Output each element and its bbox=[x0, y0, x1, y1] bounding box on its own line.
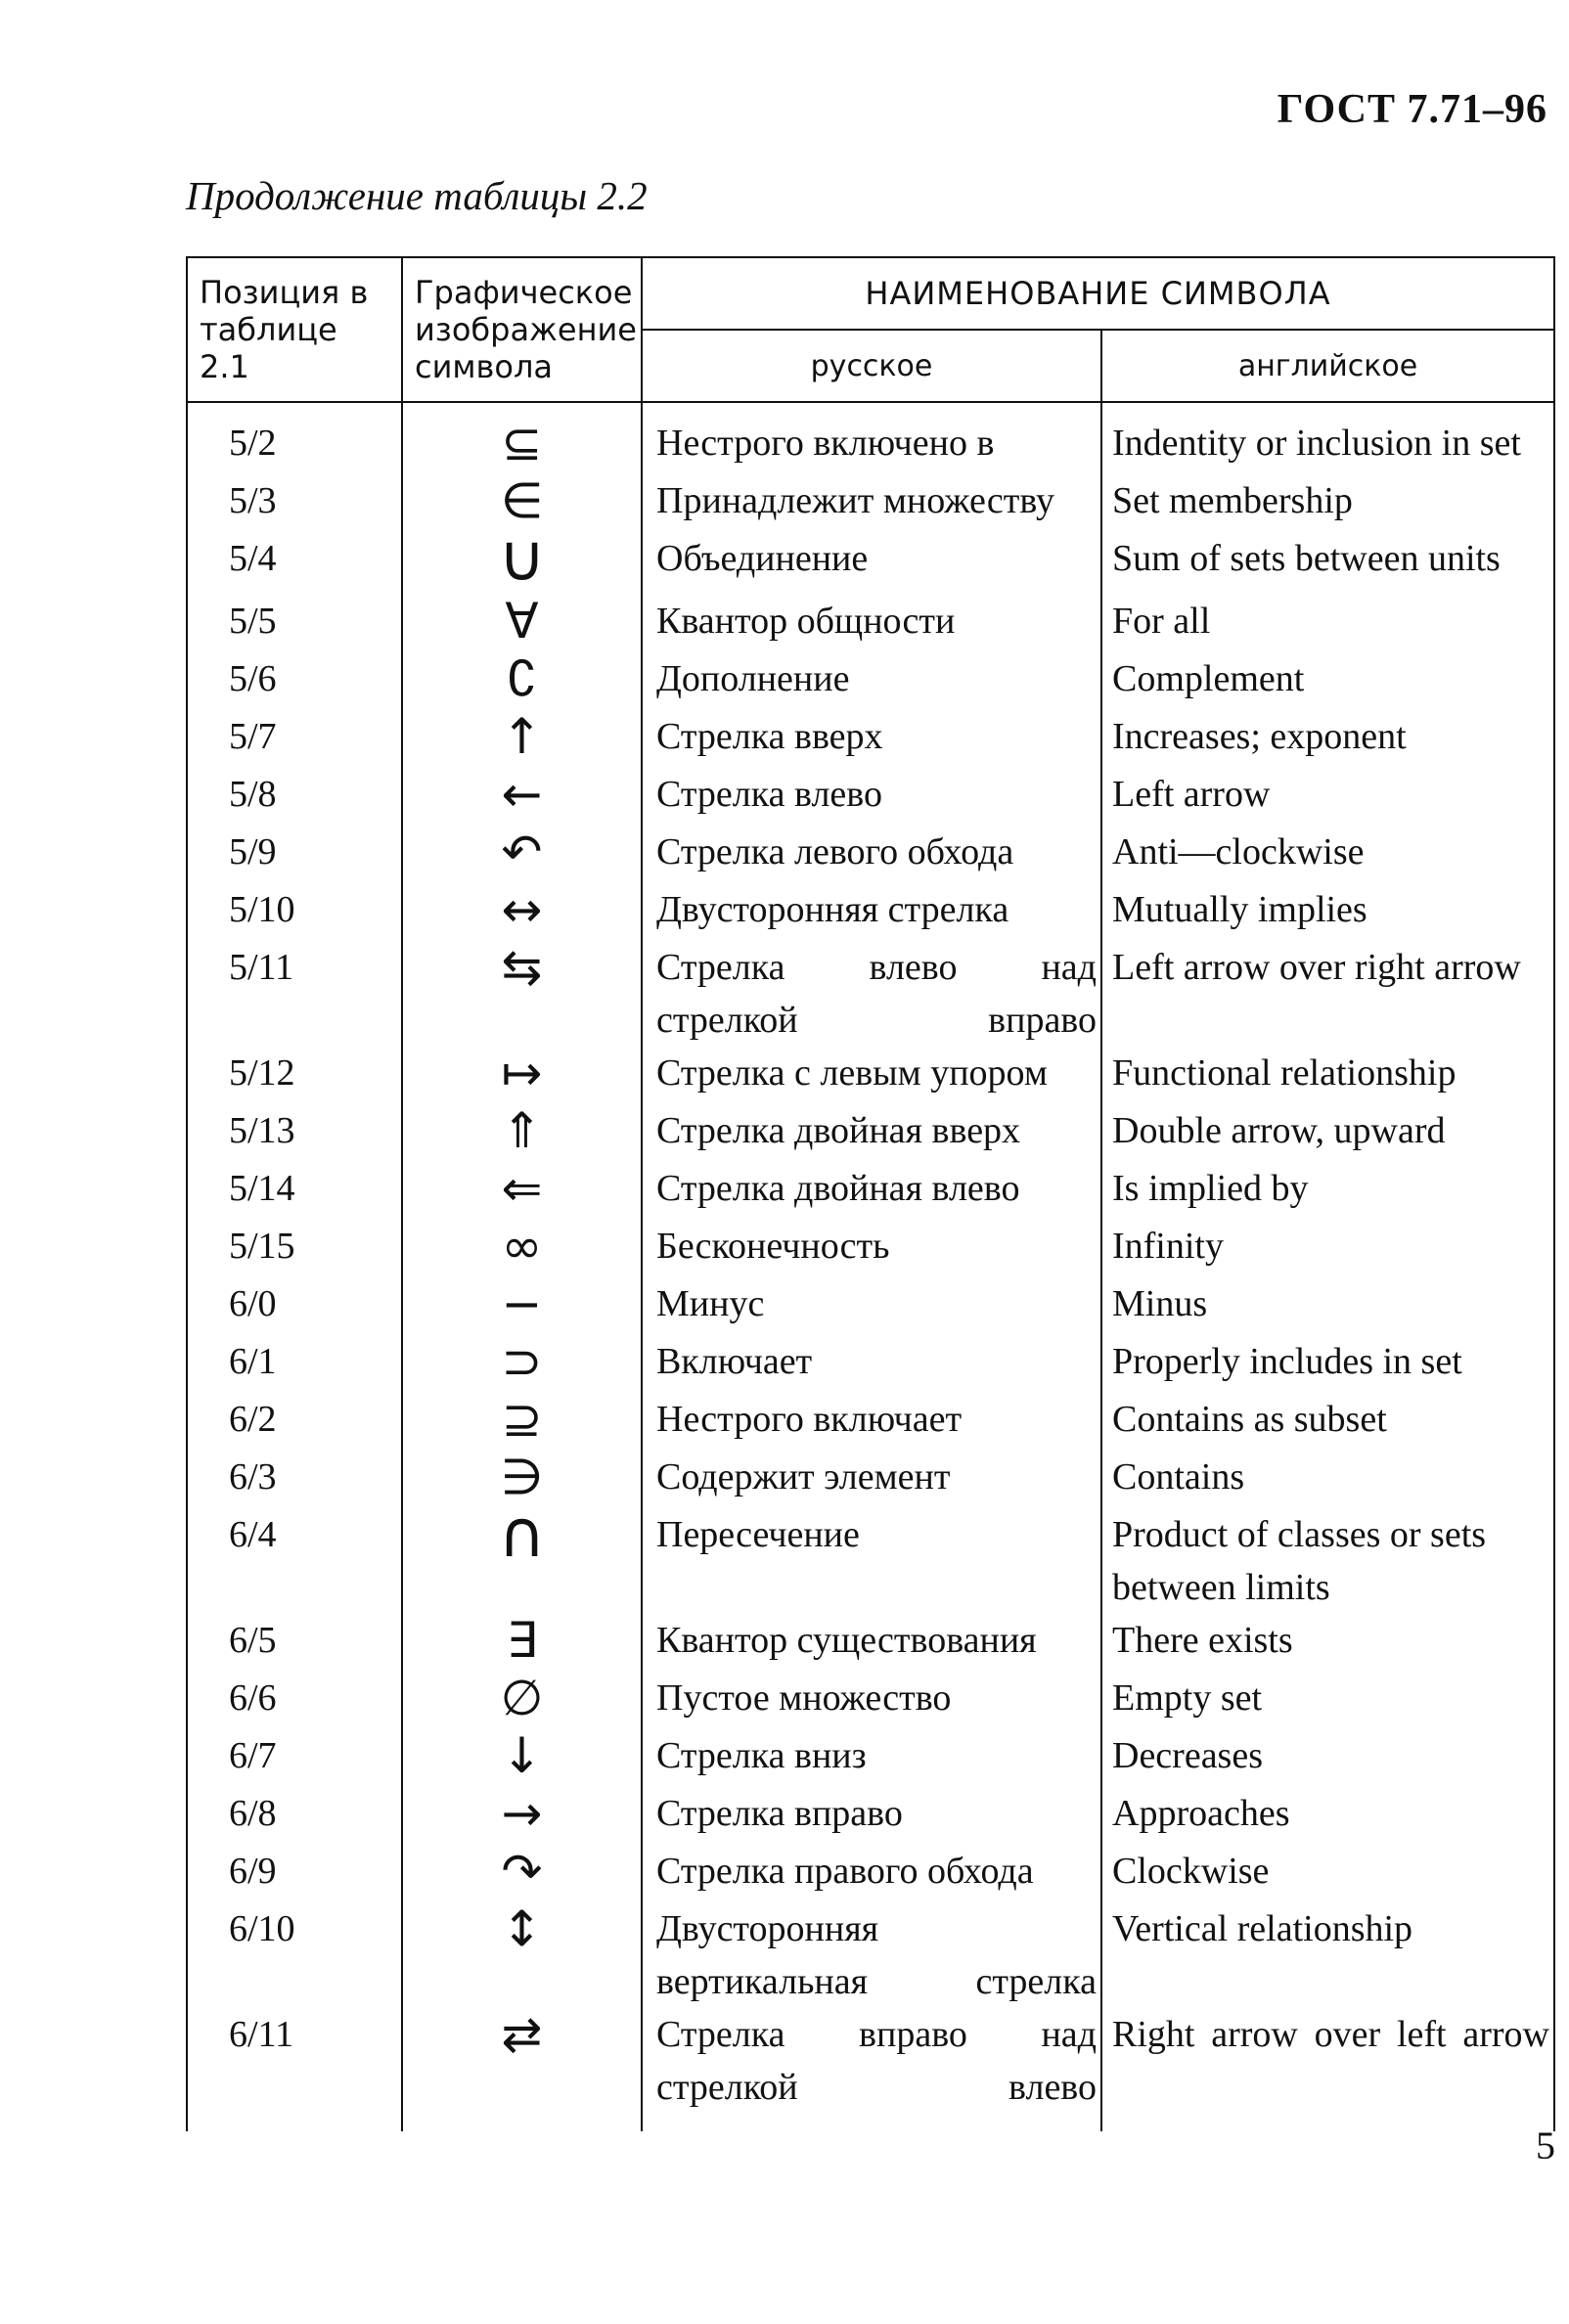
position-cell: 5/6 bbox=[187, 652, 402, 710]
russian-name-cell: Квантор существования bbox=[642, 1614, 1101, 1672]
superset-symbol: ⊃ bbox=[501, 1333, 543, 1390]
english-name-cell: Complement bbox=[1101, 652, 1554, 710]
table-row bbox=[187, 1729, 1554, 1787]
position-cell: 6/9 bbox=[187, 1845, 402, 1902]
table-row bbox=[187, 2008, 1554, 2131]
minus-symbol: − bbox=[501, 1275, 543, 1332]
position-cell: 6/11 bbox=[187, 2008, 402, 2131]
russian-name-cell: Минус bbox=[642, 1277, 1101, 1335]
english-name-cell: Properly includes in set bbox=[1101, 1335, 1554, 1393]
column-header-russian: русское bbox=[642, 330, 1101, 402]
subset-or-equal-symbol: ⊆ bbox=[501, 415, 543, 471]
english-name-cell: Contains bbox=[1101, 1451, 1554, 1508]
russian-name-cell: Стрелка вправо над стрелкой влево bbox=[642, 2008, 1101, 2131]
russian-name-cell: Нестрого включено в bbox=[642, 402, 1101, 474]
english-name-cell: Right arrow over left arrow bbox=[1101, 2008, 1554, 2131]
english-name-cell: Infinity bbox=[1101, 1220, 1554, 1277]
arrow-right-symbol: → bbox=[501, 1785, 543, 1842]
russian-name-cell: Нестрого включает bbox=[642, 1393, 1101, 1451]
arrow-left-symbol: ← bbox=[501, 766, 543, 823]
russian-name-cell: Стрелка правого обхода bbox=[642, 1845, 1101, 1902]
english-name-cell: Product of classes or sets between limits bbox=[1101, 1508, 1554, 1614]
table-header bbox=[187, 257, 1554, 402]
english-name-cell: Empty set bbox=[1101, 1672, 1554, 1729]
table-row bbox=[187, 1672, 1554, 1729]
contains-element-symbol: ∋ bbox=[500, 1449, 544, 1505]
left-right-arrow-symbol: ↔ bbox=[501, 881, 543, 938]
arrow-up-symbol: ↑ bbox=[501, 708, 543, 765]
english-name-cell: There exists bbox=[1101, 1614, 1554, 1672]
russian-name-cell: Объединение bbox=[642, 532, 1101, 595]
russian-name-cell: Двусторонняя стрелка bbox=[642, 883, 1101, 941]
maps-to-arrow-symbol: ↦ bbox=[501, 1045, 543, 1101]
position-cell: 5/7 bbox=[187, 710, 402, 768]
table-row bbox=[187, 402, 1554, 474]
position-cell: 5/3 bbox=[187, 474, 402, 532]
russian-name-cell: Стрелка с левым упором bbox=[642, 1047, 1101, 1104]
table-row bbox=[187, 474, 1554, 532]
russian-name-cell: Пустое множество bbox=[642, 1672, 1101, 1729]
english-name-cell: Left arrow bbox=[1101, 768, 1554, 826]
right-over-left-arrow-symbol: ⇄ bbox=[501, 2006, 543, 2063]
union-symbol: ∪ bbox=[498, 520, 546, 596]
table-row bbox=[187, 1104, 1554, 1162]
english-name-cell: Set membership bbox=[1101, 474, 1554, 532]
russian-name-cell: Бесконечность bbox=[642, 1220, 1101, 1277]
column-header-english: английское bbox=[1101, 330, 1554, 402]
table-row bbox=[187, 941, 1554, 1047]
position-cell: 5/11 bbox=[187, 941, 402, 1047]
russian-name-cell: Стрелка вниз bbox=[642, 1729, 1101, 1787]
clockwise-arrow-symbol: ↷ bbox=[501, 1843, 543, 1899]
element-of-symbol: ∈ bbox=[500, 472, 544, 529]
table-row bbox=[187, 652, 1554, 710]
table-continuation-label: Продолжение таблицы 2.2 bbox=[186, 173, 648, 218]
infinity-symbol: ∞ bbox=[501, 1218, 543, 1274]
english-name-cell: Functional relationship bbox=[1101, 1047, 1554, 1104]
intersection-symbol: ∩ bbox=[498, 1497, 546, 1572]
position-cell: 5/9 bbox=[187, 826, 402, 883]
english-name-cell: Approaches bbox=[1101, 1787, 1554, 1845]
table-row bbox=[187, 883, 1554, 941]
table-row bbox=[187, 1335, 1554, 1393]
empty-set-symbol: ∅ bbox=[500, 1670, 544, 1726]
english-name-cell: Minus bbox=[1101, 1277, 1554, 1335]
russian-name-cell: Пересечение bbox=[642, 1508, 1101, 1614]
position-cell: 5/13 bbox=[187, 1104, 402, 1162]
english-name-cell: Mutually implies bbox=[1101, 883, 1554, 941]
table-row bbox=[187, 532, 1554, 595]
arrow-down-symbol: ↓ bbox=[501, 1727, 543, 1784]
superset-or-equal-symbol: ⊇ bbox=[501, 1391, 543, 1448]
table-row bbox=[187, 1508, 1554, 1614]
column-header-position: Позиция в таблице 2.1 bbox=[187, 257, 402, 402]
position-cell: 6/8 bbox=[187, 1787, 402, 1845]
position-cell: 5/5 bbox=[187, 595, 402, 652]
russian-name-cell: Квантор общности bbox=[642, 595, 1101, 652]
position-cell: 5/4 bbox=[187, 532, 402, 595]
english-name-cell: Clockwise bbox=[1101, 1845, 1554, 1902]
position-cell: 6/6 bbox=[187, 1672, 402, 1729]
table-row bbox=[187, 1047, 1554, 1104]
english-name-cell: Contains as subset bbox=[1101, 1393, 1554, 1451]
position-cell: 6/4 bbox=[187, 1508, 402, 1614]
left-over-right-arrow-symbol: ⇆ bbox=[501, 939, 543, 996]
english-name-cell: Increases; exponent bbox=[1101, 710, 1554, 768]
russian-name-cell: Включает bbox=[642, 1335, 1101, 1393]
table-body bbox=[187, 402, 1554, 2131]
table-row bbox=[187, 710, 1554, 768]
page-number: 5 bbox=[1536, 2123, 1555, 2168]
table-row bbox=[187, 826, 1554, 883]
russian-name-cell: Дополнение bbox=[642, 652, 1101, 710]
for-all-symbol: ∀ bbox=[505, 593, 539, 649]
position-cell: 5/15 bbox=[187, 1220, 402, 1277]
position-cell: 6/5 bbox=[187, 1614, 402, 1672]
there-exists-symbol: ∃ bbox=[506, 1612, 538, 1669]
english-name-cell: For all bbox=[1101, 595, 1554, 652]
position-cell: 5/10 bbox=[187, 883, 402, 941]
english-name-cell: Double arrow, upward bbox=[1101, 1104, 1554, 1162]
english-name-cell: Decreases bbox=[1101, 1729, 1554, 1787]
english-name-cell: Indentity or inclusion in set bbox=[1101, 402, 1554, 474]
position-cell: 5/2 bbox=[187, 402, 402, 474]
document-code: ГОСТ 7.71–96 bbox=[1277, 87, 1547, 132]
position-cell: 6/2 bbox=[187, 1393, 402, 1451]
russian-name-cell: Стрелка двойная влево bbox=[642, 1162, 1101, 1220]
table-row bbox=[187, 595, 1554, 652]
english-name-cell: Anti—clockwise bbox=[1101, 826, 1554, 883]
position-cell: 6/10 bbox=[187, 1902, 402, 2008]
russian-name-cell: Содержит элемент bbox=[642, 1451, 1101, 1508]
complement-symbol: ∁ bbox=[506, 650, 538, 707]
up-down-arrow-symbol: ↕ bbox=[501, 1900, 543, 1957]
russian-name-cell: Стрелка двойная вверх bbox=[642, 1104, 1101, 1162]
english-name-cell: Is implied by bbox=[1101, 1162, 1554, 1220]
position-cell: 5/14 bbox=[187, 1162, 402, 1220]
position-cell: 6/3 bbox=[187, 1451, 402, 1508]
position-cell: 5/8 bbox=[187, 768, 402, 826]
table-row bbox=[187, 1451, 1554, 1508]
russian-name-cell: Стрелка левого обхода bbox=[642, 826, 1101, 883]
position-cell: 6/1 bbox=[187, 1335, 402, 1393]
table-row bbox=[187, 1277, 1554, 1335]
russian-name-cell: Стрелка вверх bbox=[642, 710, 1101, 768]
table-row bbox=[187, 1614, 1554, 1672]
english-name-cell: Sum of sets between units bbox=[1101, 532, 1554, 595]
english-name-cell: Vertical relationship bbox=[1101, 1902, 1554, 2008]
symbol-table bbox=[186, 256, 1555, 2131]
position-cell: 6/0 bbox=[187, 1277, 402, 1335]
table-row bbox=[187, 1220, 1554, 1277]
table-row bbox=[187, 1787, 1554, 1845]
table-row bbox=[187, 1162, 1554, 1220]
column-header-graphic: Графическое изображение символа bbox=[402, 257, 642, 402]
russian-name-cell: Стрелка влево над стрелкой вправо bbox=[642, 941, 1101, 1047]
russian-name-cell: Принадлежит множеству bbox=[642, 474, 1101, 532]
russian-name-cell: Стрелка вправо bbox=[642, 1787, 1101, 1845]
russian-name-cell: Двусторонняя вертикальная стрелка bbox=[642, 1902, 1101, 2008]
table-row bbox=[187, 768, 1554, 826]
table-row bbox=[187, 1902, 1554, 2008]
table-row bbox=[187, 1393, 1554, 1451]
double-arrow-up-symbol: ⇑ bbox=[501, 1102, 543, 1159]
english-name-cell: Left arrow over right arrow bbox=[1101, 941, 1554, 1047]
position-cell: 6/7 bbox=[187, 1729, 402, 1787]
double-arrow-left-symbol: ⇐ bbox=[501, 1160, 543, 1217]
column-header-symbol-name: НАИМЕНОВАНИЕ СИМВОЛА bbox=[642, 257, 1554, 330]
position-cell: 5/12 bbox=[187, 1047, 402, 1104]
table-row bbox=[187, 1845, 1554, 1902]
anticlockwise-arrow-symbol: ↶ bbox=[501, 824, 543, 880]
russian-name-cell: Стрелка влево bbox=[642, 768, 1101, 826]
